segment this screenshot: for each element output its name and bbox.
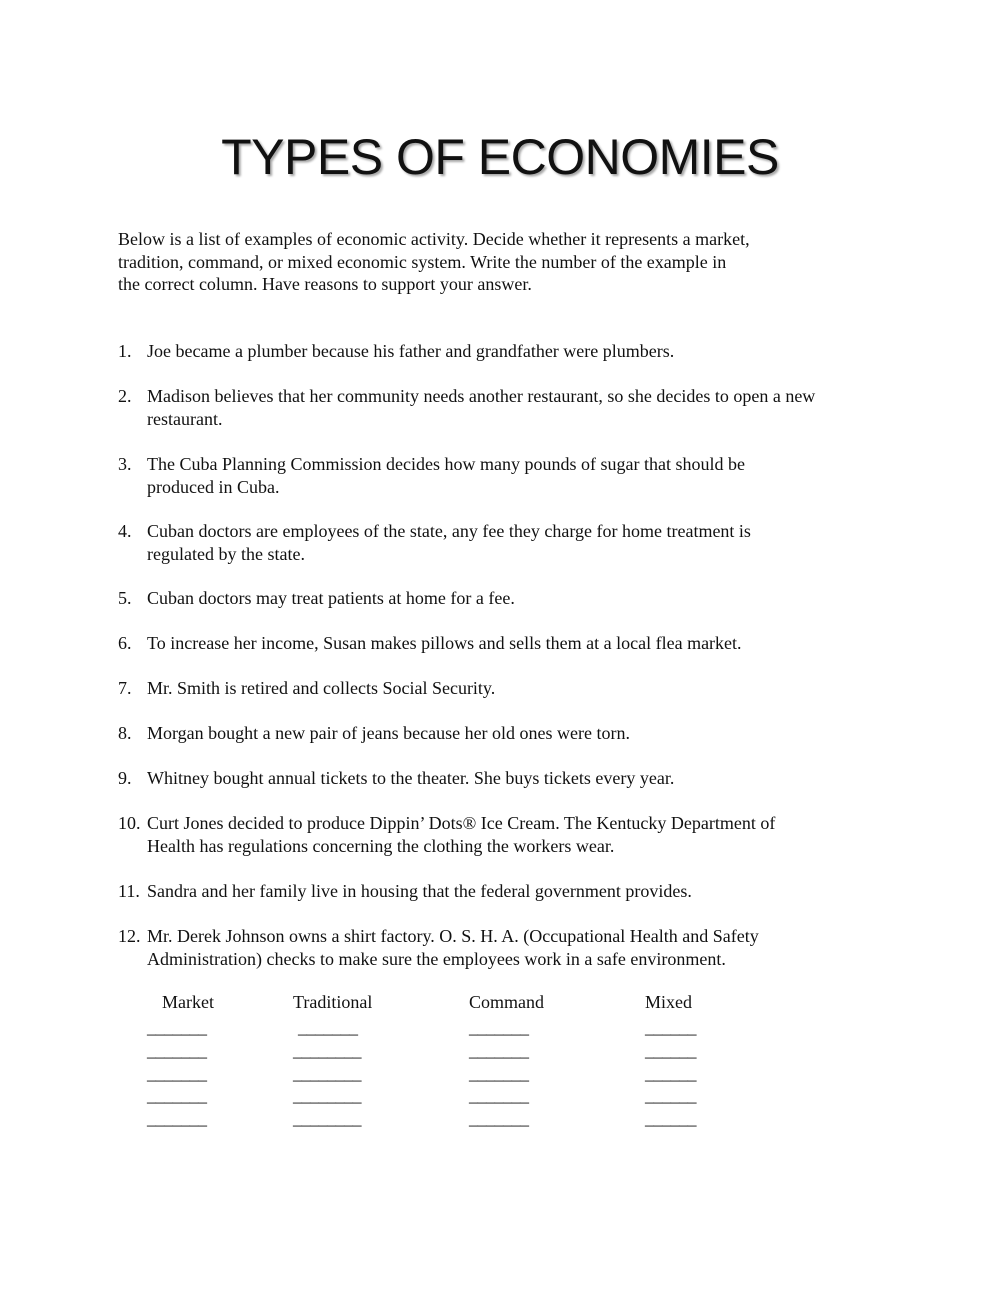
market-blank[interactable]: _______ <box>147 1017 207 1037</box>
question-number: 7. <box>118 678 132 698</box>
traditional-blank[interactable]: ________ <box>293 1040 361 1060</box>
question-number: 1. <box>118 341 132 361</box>
question-number: 12. <box>118 926 141 946</box>
question-number: 6. <box>118 633 132 653</box>
question-number: 10. <box>118 813 141 833</box>
traditional-blank[interactable]: ________ <box>293 1063 361 1083</box>
instructions-line: Below is a list of examples of economic activity. Decide whether it represents a market, <box>118 229 750 249</box>
question-11 <box>118 880 888 903</box>
mixed-blank[interactable]: ______ <box>645 1040 696 1060</box>
mixed-blank[interactable]: ______ <box>645 1063 696 1083</box>
question-1 <box>118 340 888 363</box>
question-text: restaurant. <box>147 408 223 429</box>
traditional-blank[interactable]: ________ <box>293 1085 361 1105</box>
question-text: To increase her income, Susan makes pillows and sells them at a local flea market. <box>147 633 742 653</box>
question-number: 8. <box>118 723 132 743</box>
market-blank[interactable]: _______ <box>147 1063 207 1083</box>
question-text: Madison believes that her community needs another restaurant, so she decides to open a new <box>147 386 816 406</box>
traditional-blank[interactable]: ________ <box>293 1108 361 1128</box>
instructions-line: the correct column. Have reasons to support your answer. <box>118 274 532 294</box>
question-9 <box>118 767 888 790</box>
command-blank[interactable]: _______ <box>469 1085 529 1105</box>
question-text: Administration) checks to make sure the employees work in a safe environment. <box>147 948 726 969</box>
question-text: Cuban doctors may treat patients at home for a fee. <box>147 588 515 608</box>
question-3 <box>118 453 888 498</box>
question-text: Joe became a plumber because his father and grandfather were plumbers. <box>147 341 675 361</box>
instructions <box>118 228 878 296</box>
question-text: Mr. Smith is retired and collects Social Security. <box>147 678 496 698</box>
question-number: 9. <box>118 768 132 788</box>
question-text: regulated by the state. <box>147 543 305 564</box>
command-blank[interactable]: _______ <box>469 1063 529 1083</box>
question-4 <box>118 520 888 565</box>
command-blank[interactable]: _______ <box>469 1040 529 1060</box>
question-12 <box>118 925 888 970</box>
mixed-blank[interactable]: ______ <box>645 1017 696 1037</box>
question-text: Sandra and her family live in housing that the federal government provides. <box>147 881 692 901</box>
mixed-blank[interactable]: ______ <box>645 1085 696 1105</box>
column-header-mixed: Mixed <box>645 992 692 1012</box>
question-text: Health has regulations concerning the clothing the workers wear. <box>147 835 615 856</box>
question-8 <box>118 722 888 745</box>
question-number: 4. <box>118 521 132 541</box>
traditional-blank[interactable]: _______ <box>298 1017 358 1037</box>
question-6 <box>118 632 888 655</box>
market-blank[interactable]: _______ <box>147 1085 207 1105</box>
market-blank[interactable]: _______ <box>147 1108 207 1128</box>
question-2 <box>118 385 888 430</box>
question-5 <box>118 587 888 610</box>
question-text: Morgan bought a new pair of jeans because her old ones were torn. <box>147 723 631 743</box>
question-text: produced in Cuba. <box>147 476 280 497</box>
question-text: Mr. Derek Johnson owns a shirt factory. O. S. H. A. (Occupational Health and Safety <box>147 926 759 946</box>
question-text: Cuban doctors are employees of the state, any fee they charge for home treatment is <box>147 521 751 541</box>
question-number: 5. <box>118 588 132 608</box>
question-number: 2. <box>118 386 132 406</box>
column-header-traditional: Traditional <box>293 992 373 1012</box>
question-number: 11. <box>118 881 140 901</box>
question-7 <box>118 677 888 700</box>
column-header-command: Command <box>469 992 544 1012</box>
question-10 <box>118 812 888 857</box>
page-title: TYPES OF ECONOMIES <box>221 129 779 185</box>
instructions-line: tradition, command, or mixed economic system. Write the number of the example in <box>118 251 727 272</box>
question-text: Curt Jones decided to produce Dippin’ Dots® Ice Cream. The Kentucky Department of <box>147 813 776 833</box>
command-blank[interactable]: _______ <box>469 1017 529 1037</box>
question-text: The Cuba Planning Commission decides how many pounds of sugar that should be <box>147 454 745 474</box>
command-blank[interactable]: _______ <box>469 1108 529 1128</box>
mixed-blank[interactable]: ______ <box>645 1108 696 1128</box>
question-number: 3. <box>118 454 132 474</box>
question-text: Whitney bought annual tickets to the theater. She buys tickets every year. <box>147 768 675 788</box>
column-header-market: Market <box>162 992 214 1012</box>
market-blank[interactable]: _______ <box>147 1040 207 1060</box>
